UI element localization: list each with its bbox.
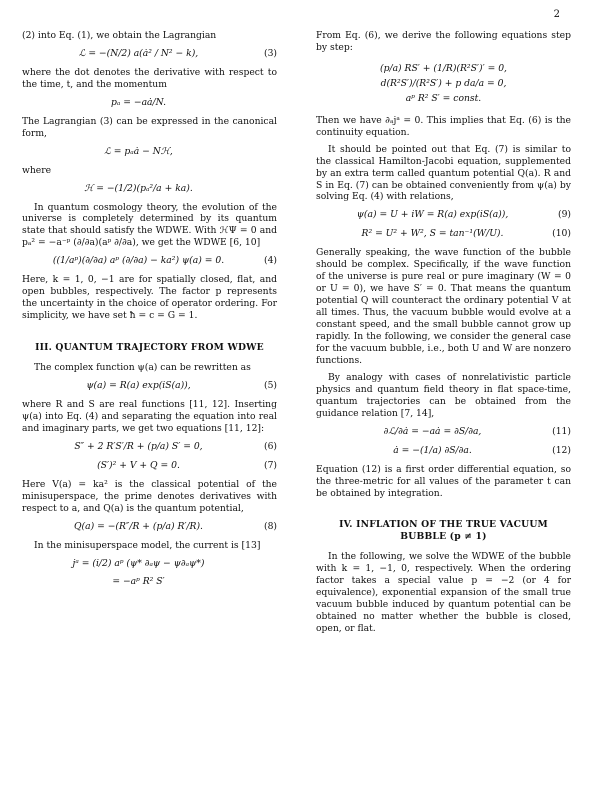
equation-6 bbox=[22, 441, 277, 453]
equation-body: (S′)² + V + Q = 0. bbox=[97, 459, 180, 471]
equation-8 bbox=[22, 521, 277, 533]
paragraph: From Eq. (6), we derive the following equations step by step: bbox=[316, 30, 571, 53]
paragraph: In the minisuperspace model, the current is [13] bbox=[34, 539, 261, 551]
equation-number: (12) bbox=[552, 444, 571, 456]
paragraph: In quantum cosmology theory, the evolution of the universe is completely determined by its quantum state that should satisfy the WDWE. With ℋΨ = 0 and pₐ² = −a⁻ᵖ (∂/∂a)(aᵖ ∂/∂a), we get the WDWE [6, 10] bbox=[22, 201, 277, 249]
equation-line: aᵖ R² S′ = const. bbox=[405, 92, 482, 104]
paragraph: where bbox=[22, 164, 52, 176]
equation-body: ȧ = −(1/a) ∂S/∂a. bbox=[393, 444, 472, 456]
equation-number: (10) bbox=[552, 228, 571, 240]
section-heading: III. QUANTUM TRAJECTORY FROM WDWE bbox=[35, 342, 264, 354]
paragraph: Here, k = 1, 0, −1 are for spatially closed, flat, and open bubbles, respectively. The factor p represents the uncertainty in the choice of operator ordering. For simplicity, we have set ħ = c = G = 1. bbox=[22, 274, 277, 322]
equation-number: (6) bbox=[263, 440, 277, 452]
equation-4 bbox=[22, 255, 277, 267]
equation-number: (11) bbox=[552, 425, 571, 437]
equation-hamiltonian bbox=[22, 183, 277, 195]
paragraph: where the dot denotes the derivative with respect to the time, t, and the momentum bbox=[22, 66, 277, 90]
paragraph: (2) into Eq. (1), we obtain the Lagrangian bbox=[22, 30, 217, 41]
equation-steps bbox=[316, 60, 571, 108]
paragraph: Here V(a) = ka² is the classical potential of the minisuperspace, the prime denotes derivatives with respect to a, and Q(a) is the quantum potential, bbox=[22, 478, 277, 514]
equation-canonical bbox=[22, 146, 277, 158]
paragraph: Then we have ∂ₐjᵃ = 0. This implies that Eq. (6) is the continuity equation. bbox=[316, 114, 571, 138]
paragraph: The Lagrangian (3) can be expressed in the canonical form, bbox=[22, 115, 277, 139]
paragraph: where R and S are real functions [11, 12]. Inserting ψ(a) into Eq. (4) and separating the equation into real and imaginary parts, we get two equations [11, 12]: bbox=[22, 398, 277, 434]
equation-current-1 bbox=[22, 558, 277, 570]
equation-5 bbox=[22, 380, 277, 392]
paragraph: In the following, we solve the WDWE of the bubble with k = 1, −1, 0, respectively. When the ordering factor takes a special value p = −2 (or 4 for equivalence), exponential expansion of the small true vacuum bubble induced by quantum potential can be obtained no matter whether the bubble is closed, open, or flat. bbox=[316, 551, 571, 635]
equation-7 bbox=[22, 460, 277, 472]
equation-number: (9) bbox=[557, 209, 571, 221]
right-column bbox=[316, 30, 571, 640]
equation-10 bbox=[316, 228, 571, 240]
equation-body: ℒ = pₐȧ − Nℋ, bbox=[104, 145, 173, 157]
equation-body: ((1/aᵖ)(∂/∂a) aᵖ (∂/∂a) − ka²) ψ(a) = 0. bbox=[52, 255, 225, 267]
equation-body: ψ(a) = U + iW = R(a) exp(iS(a)), bbox=[356, 209, 509, 221]
equation-3 bbox=[22, 48, 277, 60]
equation-body bbox=[316, 60, 571, 108]
section-heading: IV. INFLATION OF THE TRUE VACUUM BUBBLE (p ≠ 1) bbox=[339, 519, 548, 543]
equation-body: ψ(a) = R(a) exp(iS(a)), bbox=[86, 380, 191, 392]
equation-body: ∂ℒ/∂ȧ = −aȧ = ∂S/∂a, bbox=[383, 425, 482, 437]
paragraph: Equation (12) is a first order differential equation, so the three-metric for all values of the parameter t can be obtained by integration. bbox=[316, 463, 571, 499]
equation-current-2 bbox=[22, 576, 277, 588]
equation-body: = −aᵖ R² S′ bbox=[112, 576, 165, 588]
equation-body: jᵃ = (i/2) aᵖ (ψ* ∂ₐψ − ψ∂ₐψ*) bbox=[72, 557, 205, 569]
equation-number: (8) bbox=[263, 520, 277, 532]
left-column bbox=[22, 30, 277, 595]
equation-body: ℋ = −(1/2)(pₐ²/a + ka). bbox=[84, 182, 193, 194]
equation-line: (p/a) RS′ + (1/R)(R²S′)′ = 0, bbox=[380, 62, 507, 74]
equation-number: (5) bbox=[263, 380, 277, 392]
paragraph: By analogy with cases of nonrelativistic particle physics and quantum field theory in flat space-time, quantum trajectories can be obtained from the guidance relation [7, 14], bbox=[316, 371, 571, 419]
paragraph: Generally speaking, the wave function of the bubble should be complex. Specifically, if the wave function of the universe is pure real or pure imaginary (W = 0 or U = 0), we have S′ = 0. That means the quantum potential Q will counteract the ordinary potential V at all times. Thus, the vacuum bubble would evolve at a constant speed, and the small bubble cannot grow up rapidly. In the following, we consider the general case for the vacuum bubble, i.e., both U and W are nonzero functions. bbox=[316, 247, 571, 366]
equation-11 bbox=[316, 426, 571, 438]
equation-12 bbox=[316, 445, 571, 457]
equation-body: S″ + 2 R′S′/R + (p/a) S′ = 0, bbox=[74, 440, 203, 452]
equation-number: (4) bbox=[263, 255, 277, 267]
equation-line: d(R²S′)/(R²S′) + p da/a = 0, bbox=[380, 77, 507, 89]
equation-body: pₐ = −aȧ/N. bbox=[111, 96, 166, 108]
equation-number: (7) bbox=[263, 459, 277, 471]
equation-body: Q(a) = −(R″/R + (p/a) R′/R). bbox=[74, 520, 203, 532]
page-number: 2 bbox=[553, 9, 560, 20]
paragraph: The complex function ψ(a) can be rewritten as bbox=[34, 362, 251, 374]
equation-number: (3) bbox=[263, 47, 277, 59]
equation-body: R² = U² + W², S = tan⁻¹(W/U). bbox=[361, 228, 504, 240]
equation-momentum bbox=[22, 97, 277, 109]
equation-9 bbox=[316, 209, 571, 221]
equation-body: ℒ = −(N/2) a(ȧ² / N² − k), bbox=[78, 47, 199, 59]
paragraph: It should be pointed out that Eq. (7) is similar to the classical Hamilton-Jacobi equation, supplemented by an extra term called quantum potential Q(a). R and S in Eq. (7) can be obtained conveniently from ψ(a) by solving Eq. (4) with relations, bbox=[316, 143, 571, 203]
